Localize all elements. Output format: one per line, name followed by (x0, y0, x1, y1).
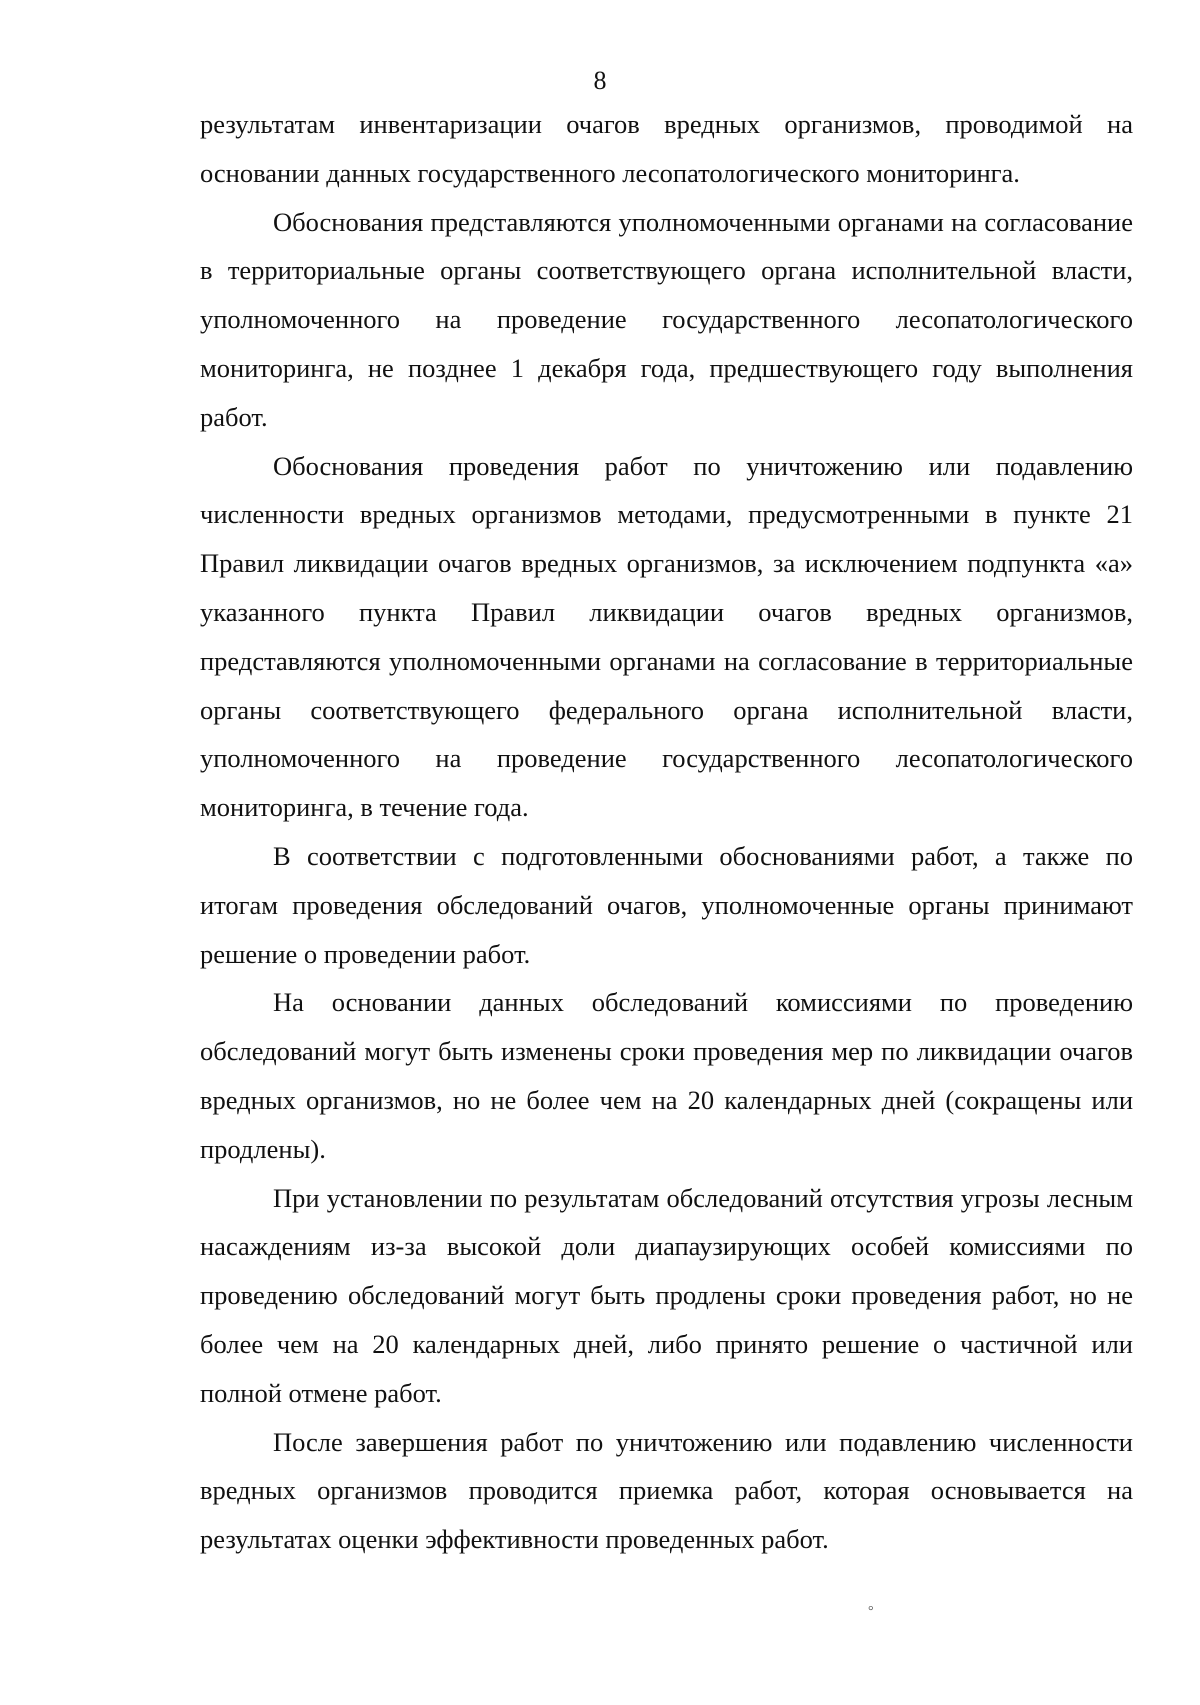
paragraph-schedule-change: На основании данных обследований комиссиями по проведению обследований могут быть изменены сроки проведения мер по ликвидации очагов вредных организмов, но не более чем на 20 календарных дней (сокращены или продлены). (200, 987, 1133, 1164)
paragraph-decision: В соответствии с подготовленными обоснованиями работ, а также по итогам проведения обследований очагов, уполномоченные органы принимают решение о проведении работ. (200, 840, 1133, 969)
document-body (200, 100, 1133, 1564)
paragraph-justifications-submission: Обоснования представляются уполномоченными органами на согласование в территориальные органы соответствующего органа исполнительной власти, уполномоченного на проведение государственного лесопатологического мониторинга, не позднее 1 декабря года, предшествующего году выполнения работ. (200, 206, 1133, 432)
paragraph-extension: При установлении по результатам обследований отсутствия угрозы лесным насаждениям из-за высокой доли диапаузирующих особей комиссиями по проведению обследований могут быть продлены сроки проведения работ, но не более чем на 20 календарных дней, либо принято решение о частичной или полной отмене работ. (200, 1182, 1133, 1408)
paragraph-methods-justification: Обоснования проведения работ по уничтожению или подавлению численности вредных организмов методами, предусмотренными в пункте 21 Правил ликвидации очагов вредных организмов, за исключением подпункта «а» указанного пункта Правил ликвидации очагов вредных организмов, представляются уполномоченными органами на согласование в территориальные органы соответствующего федерального органа исполнительной власти, уполномоченного на проведение государственного лесопатологического мониторинга, в течение года. (200, 450, 1133, 823)
paragraph-acceptance: После завершения работ по уничтожению или подавлению численности вредных организмов проводится приемка работ, которая основывается на результатах оценки эффективности проведенных работ. (200, 1426, 1133, 1555)
scan-speck: ° (868, 1604, 874, 1619)
paragraph-continuation: результатам инвентаризации очагов вредных организмов, проводимой на основании данных государственного лесопатологического мониторинга. (200, 109, 1133, 188)
page-number: 8 (593, 66, 607, 95)
